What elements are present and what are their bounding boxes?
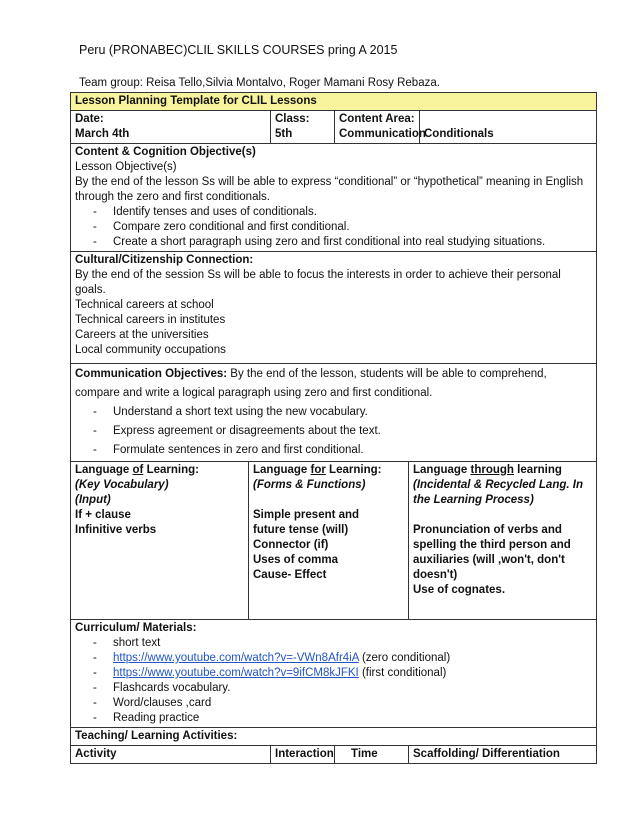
language-for-learning-cell (249, 462, 409, 620)
scaffolding-header: Scaffolding/ Differentiation (409, 746, 597, 764)
lesson-plan-table (70, 92, 597, 764)
content-area-cell (335, 111, 426, 144)
content-area-label: Content Area: (339, 113, 415, 125)
document-heading: Peru (PRONABEC)CLIL SKILLS COURSES pring A 2015 (79, 43, 398, 57)
activity-header: Activity (71, 746, 271, 764)
communication-list (75, 403, 592, 460)
language-for-line: Connector (if) (253, 539, 329, 551)
curriculum-list (75, 636, 592, 726)
template-title: Lesson Planning Template for CLIL Lessons (71, 93, 597, 111)
list-item: - Compare zero conditional and first conditional. (93, 220, 592, 235)
class-cell (271, 111, 335, 144)
list-item: - Express agreement or disagreements about the text. (93, 422, 592, 441)
language-of-line: If + clause (75, 509, 131, 521)
time-header: Time (335, 746, 409, 764)
language-through-line: Use of cognates. (413, 584, 506, 596)
incidental-recycled-label: (Incidental & Recycled Lang. In the Learning Process) (413, 479, 583, 506)
list-item: - https://www.youtube.com/watch?v=-VWn8Afr4iA (zero conditional) (93, 651, 592, 666)
language-for-title: Language for Learning: (253, 464, 382, 476)
cultural-text: By the end of the session Ss will be able to focus the interests in order to achieve their personal goals. (75, 269, 561, 296)
youtube-link-first[interactable]: https://www.youtube.com/watch?v=9ifCM8kJFKI (113, 667, 359, 679)
list-item: - Create a short paragraph using zero and first conditional into real studying situations. (93, 235, 592, 250)
language-of-title: Language of Learning: (75, 464, 199, 476)
cultural-title: Cultural/Citizenship Connection: (75, 254, 254, 266)
language-through-learning-cell (409, 462, 597, 620)
language-for-line: Cause- Effect (253, 569, 327, 581)
class-value: 5th (275, 128, 293, 140)
curriculum-materials-cell (71, 620, 597, 728)
language-for-line: Uses of comma (253, 554, 339, 566)
language-through-title: Language through learning (413, 464, 562, 476)
language-of-line: Infinitive verbs (75, 524, 157, 536)
list-item: - Identify tenses and uses of conditionals. (93, 205, 592, 220)
input-label: (Input) (75, 494, 111, 506)
team-group: Team group: Reisa Tello,Silvia Montalvo, Roger Mamani Rosy Rebaza. (79, 77, 440, 89)
communication-text: By the end of the lesson, students will be able to comprehend, compare and write a logical paragraph using zero and first conditional. (75, 368, 547, 399)
content-objective-cell (71, 144, 597, 252)
lesson-objective-text: By the end of the lesson Ss will be able to express “conditional” or “hypothetical” meaning in English through the zero and first conditionals. (75, 176, 584, 203)
topic-value: Conditionals (424, 128, 494, 140)
content-objective-title: Content & Cognition Objective(s) (75, 146, 256, 158)
interaction-header: Interaction (271, 746, 335, 764)
date-label: Date: (75, 113, 104, 125)
key-vocabulary-label: (Key Vocabulary) (75, 479, 169, 491)
date-value: March 4th (75, 128, 130, 140)
list-item: - Reading practice (93, 711, 592, 726)
youtube-link-zero[interactable]: https://www.youtube.com/watch?v=-VWn8Afr4iA (113, 652, 359, 664)
language-for-line: Simple present and future tense (will) (253, 509, 360, 536)
forms-functions-label: (Forms & Functions) (253, 479, 366, 491)
cultural-line: Careers at the universities (75, 329, 209, 341)
content-area-value: Communication (339, 128, 426, 140)
communication-objective-paragraph (75, 365, 592, 403)
lesson-objective-subtitle: Lesson Objective(s) (75, 161, 177, 173)
cultural-line: Technical careers at school (75, 299, 214, 311)
activities-title: Teaching/ Learning Activities: (71, 728, 597, 746)
date-cell (71, 111, 271, 144)
curriculum-title: Curriculum/ Materials: (75, 622, 197, 634)
communication-objectives-cell (71, 364, 597, 462)
list-item: - short text (93, 636, 592, 651)
list-item: - Flashcards vocabulary. (93, 681, 592, 696)
communication-title: Communication Objectives: (75, 368, 228, 380)
cultural-line: Local community occupations (75, 344, 226, 356)
topic-cell (420, 111, 597, 144)
list-item: - Formulate sentences in zero and first conditional. (93, 441, 592, 460)
language-of-learning-cell (71, 462, 249, 620)
cultural-connection-cell (71, 252, 597, 364)
content-objective-list (75, 205, 592, 250)
class-label: Class: (275, 113, 310, 125)
list-item: - https://www.youtube.com/watch?v=9ifCM8kJFKI (first conditional) (93, 666, 592, 681)
cultural-line: Technical careers in institutes (75, 314, 226, 326)
language-through-line: Pronunciation of verbs and spelling the third person and auxiliaries (will ,won't, don't doesn't) (413, 524, 571, 581)
list-item: - Understand a short text using the new vocabulary. (93, 403, 592, 422)
list-item: - Word/clauses ,card (93, 696, 592, 711)
